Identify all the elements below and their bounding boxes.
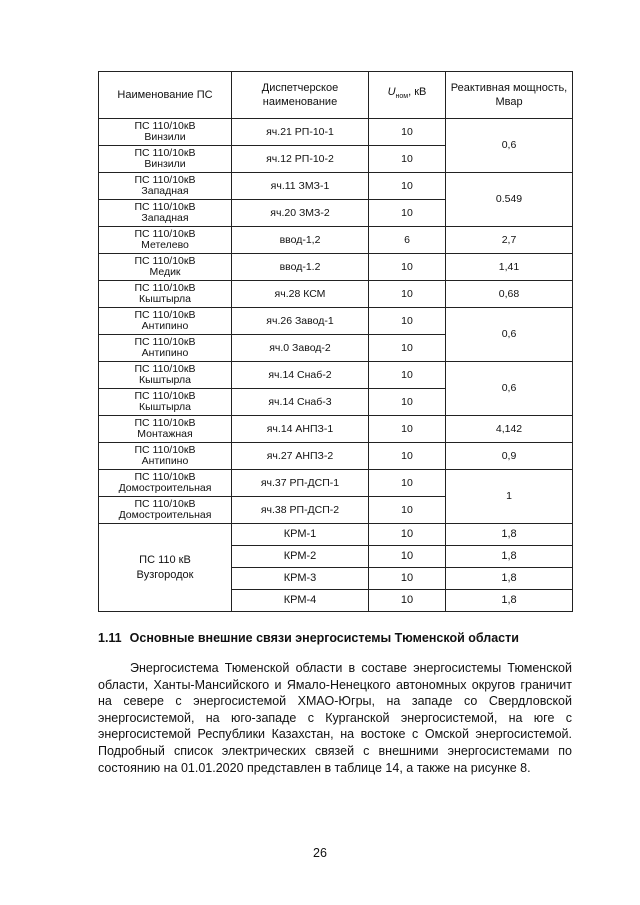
substation-name-line: ПС 110/10кВ [134, 120, 196, 132]
substation-name-cell [99, 470, 232, 497]
substation-name-line: Западная [141, 185, 189, 197]
voltage-cell: 10 [369, 146, 446, 173]
dispatch-name-cell: яч.37 РП-ДСП-1 [232, 470, 369, 497]
substation-name-cell [99, 389, 232, 416]
dispatch-name-cell: яч.11 ЗМЗ-1 [232, 173, 369, 200]
substation-name-line: ПС 110/10кВ [134, 255, 196, 267]
header-voltage-unit: , кВ [408, 86, 427, 99]
substation-name-line: ПС 110/10кВ [134, 147, 196, 159]
substation-name-line: ПС 110/10кВ [134, 471, 196, 483]
substation-name-cell [99, 227, 232, 254]
table-row [99, 227, 573, 254]
voltage-cell: 10 [369, 254, 446, 281]
dispatch-name-cell: КРМ-1 [232, 524, 369, 546]
substation-name-line: Кыштырла [139, 401, 191, 413]
page-number: 26 [313, 846, 327, 860]
substation-name-line: Кыштырла [139, 293, 191, 305]
header-dispatch-name: Диспетчерское наименование [232, 72, 369, 119]
section-title: Основные внешние связи энергосистемы Тюменской области [129, 631, 519, 645]
dispatch-name-cell: КРМ-4 [232, 590, 369, 612]
substation-name-line: Вузгородок [136, 568, 194, 581]
voltage-cell: 10 [369, 497, 446, 524]
voltage-cell: 10 [369, 568, 446, 590]
reactive-power-cell: 1,8 [446, 546, 573, 568]
voltage-cell: 10 [369, 362, 446, 389]
header-reactive-power: Реактивная мощность, Мвар [446, 72, 573, 119]
voltage-cell: 10 [369, 308, 446, 335]
substation-name-cell [99, 416, 232, 443]
dispatch-name-cell: яч.27 АНПЗ-2 [232, 443, 369, 470]
voltage-cell: 10 [369, 119, 446, 146]
substation-name-line: Домостроительная [118, 509, 212, 521]
substation-name-cell [99, 497, 232, 524]
table-row [99, 308, 573, 335]
voltage-cell: 10 [369, 281, 446, 308]
substation-name-cell [99, 173, 232, 200]
dispatch-name-cell: яч.28 КСМ [232, 281, 369, 308]
dispatch-name-cell: яч.14 АНПЗ-1 [232, 416, 369, 443]
dispatch-name-cell: яч.0 Завод-2 [232, 335, 369, 362]
table-row [99, 470, 573, 497]
dispatch-name-cell: яч.14 Снаб-2 [232, 362, 369, 389]
substation-name-cell [99, 335, 232, 362]
dispatch-name-cell: яч.21 РП-10-1 [232, 119, 369, 146]
substation-name-line: ПС 110/10кВ [134, 228, 196, 240]
voltage-cell: 10 [369, 335, 446, 362]
table-body [99, 119, 573, 612]
table-row [99, 524, 573, 546]
voltage-cell: 10 [369, 200, 446, 227]
substation-name-line: Винзили [144, 158, 186, 170]
substation-name-line: ПС 110/10кВ [134, 282, 196, 294]
reactive-power-table [98, 71, 573, 612]
reactive-power-cell: 1,8 [446, 524, 573, 546]
substation-name-line: ПС 110/10кВ [134, 309, 196, 321]
reactive-power-cell: 1,8 [446, 568, 573, 590]
dispatch-name-cell: ввод-1.2 [232, 254, 369, 281]
section-heading [98, 631, 519, 645]
substation-name-cell [99, 119, 232, 146]
substation-name-line: ПС 110/10кВ [134, 174, 196, 186]
reactive-power-cell: 0,9 [446, 443, 573, 470]
reactive-power-cell: 4,142 [446, 416, 573, 443]
dispatch-name-cell: ввод-1,2 [232, 227, 369, 254]
substation-name-line: Монтажная [137, 428, 193, 440]
substation-name-cell [99, 146, 232, 173]
voltage-cell: 10 [369, 389, 446, 416]
body-paragraph: Энергосистема Тюменской области в составе энергосистемы Тюменской области, Ханты-Мансийского и Ямало-Ненецкого автономных округов граничит на севере с энергосистемой ХМАО-Югры, на западе со Свердловской энергосистемой, на юго-западе с Курганской энергосистемой, на юге с энергосистемой Республики Казахстан, на востоке с Омской энергосистемой. Подробный список электрических связей с внешними энергосистемами по состоянию на 01.01.2020 представлен в таблице 14, а также на рисунке 8. [98, 661, 572, 775]
dispatch-name-cell: яч.14 Снаб-3 [232, 389, 369, 416]
substation-name-cell [99, 362, 232, 389]
voltage-cell: 10 [369, 443, 446, 470]
table-row [99, 119, 573, 146]
substation-name-line: Кыштырла [139, 374, 191, 386]
substation-name-line: ПС 110/10кВ [134, 363, 196, 375]
substation-name-cell [99, 524, 232, 612]
dispatch-name-cell: яч.38 РП-ДСП-2 [232, 497, 369, 524]
substation-name-cell [99, 281, 232, 308]
substation-name-line: Антипино [141, 320, 189, 332]
substation-name-line: Антипино [141, 455, 189, 467]
voltage-cell: 10 [369, 524, 446, 546]
substation-name-line: Метелево [141, 239, 189, 251]
voltage-cell: 10 [369, 546, 446, 568]
dispatch-name-cell: КРМ-3 [232, 568, 369, 590]
reactive-power-cell: 1,41 [446, 254, 573, 281]
voltage-cell: 10 [369, 173, 446, 200]
reactive-power-cell: 0,68 [446, 281, 573, 308]
header-voltage-symbol: U [387, 86, 396, 99]
substation-name-cell [99, 200, 232, 227]
header-substation-name: Наименование ПС [99, 72, 232, 119]
substation-name-line: Винзили [144, 131, 186, 143]
header-voltage-subscript: ном [395, 93, 409, 101]
reactive-power-cell: 0,6 [446, 362, 573, 416]
substation-name-line: ПС 110 кВ [139, 553, 191, 566]
substation-name-cell [99, 443, 232, 470]
voltage-cell: 10 [369, 416, 446, 443]
dispatch-name-cell: яч.26 Завод-1 [232, 308, 369, 335]
table-header-row [99, 72, 573, 119]
substation-name-line: ПС 110/10кВ [134, 498, 196, 510]
substation-name-line: Западная [141, 212, 189, 224]
table-row [99, 254, 573, 281]
substation-name-line: ПС 110/10кВ [134, 444, 196, 456]
table-row [99, 173, 573, 200]
substation-name-line: Медик [149, 266, 181, 278]
reactive-power-cell: 0,6 [446, 119, 573, 173]
dispatch-name-cell: яч.20 ЗМЗ-2 [232, 200, 369, 227]
substation-name-line: ПС 110/10кВ [134, 336, 196, 348]
dispatch-name-cell: яч.12 РП-10-2 [232, 146, 369, 173]
table-row [99, 416, 573, 443]
section-number: 1.11 [98, 631, 122, 645]
voltage-cell: 10 [369, 470, 446, 497]
substation-name-cell [99, 254, 232, 281]
reactive-power-cell: 1,8 [446, 590, 573, 612]
substation-name-line: ПС 110/10кВ [134, 417, 196, 429]
substation-name-cell [99, 308, 232, 335]
reactive-power-cell: 0,6 [446, 308, 573, 362]
substation-name-line: ПС 110/10кВ [134, 201, 196, 213]
reactive-power-cell: 1 [446, 470, 573, 524]
substation-name-line: Антипино [141, 347, 189, 359]
table-row [99, 443, 573, 470]
substation-name-line: Домостроительная [118, 482, 212, 494]
dispatch-name-cell: КРМ-2 [232, 546, 369, 568]
table-row [99, 362, 573, 389]
table-row [99, 281, 573, 308]
voltage-cell: 6 [369, 227, 446, 254]
reactive-power-cell: 0.549 [446, 173, 573, 227]
voltage-cell: 10 [369, 590, 446, 612]
reactive-power-cell: 2,7 [446, 227, 573, 254]
header-voltage [369, 72, 446, 119]
substation-name-line: ПС 110/10кВ [134, 390, 196, 402]
